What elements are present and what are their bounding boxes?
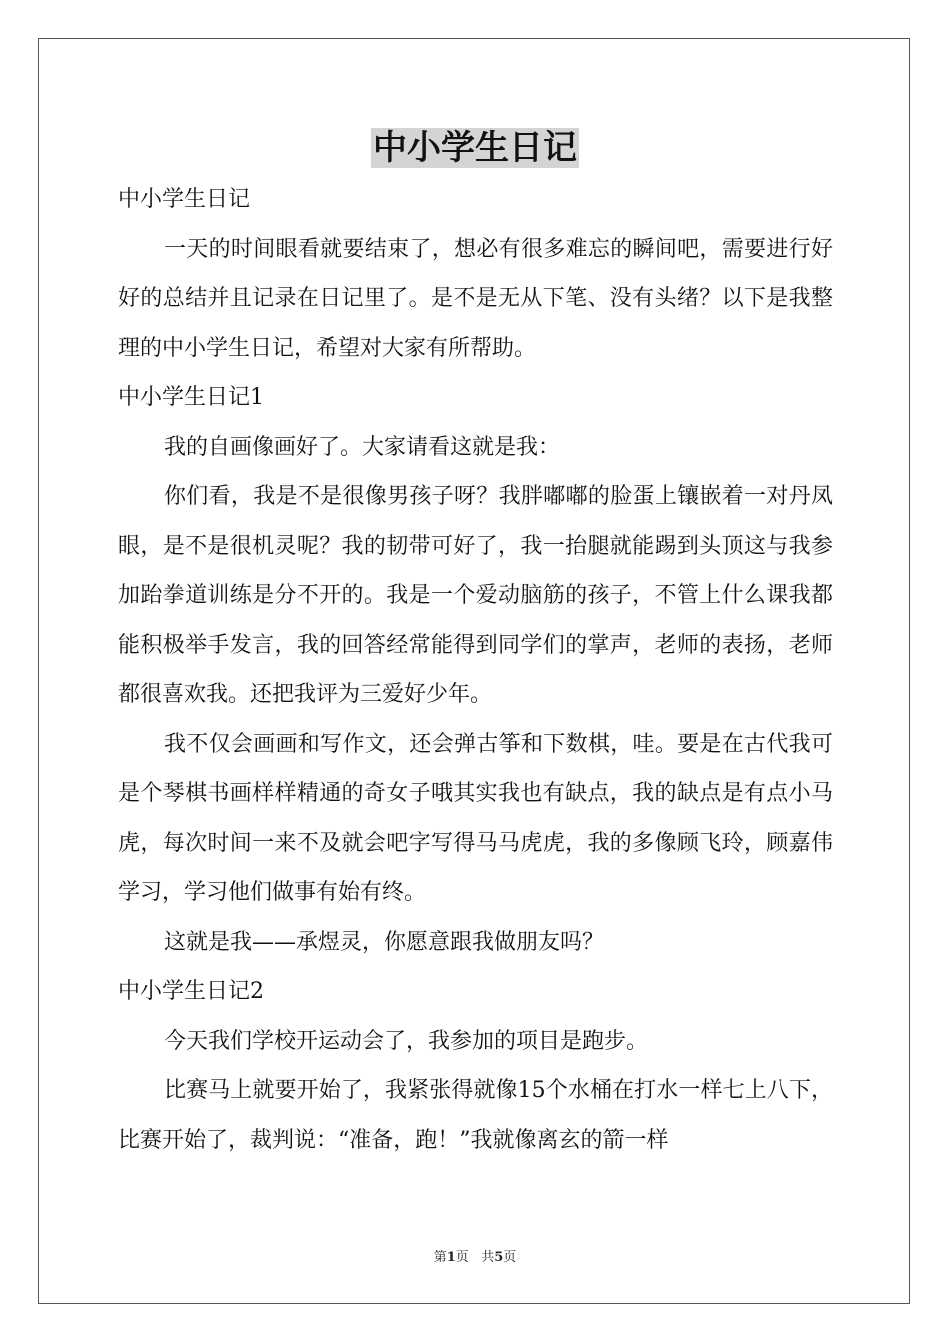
page-footer <box>0 1246 950 1265</box>
title-area <box>0 128 950 168</box>
paragraph: 我的自画像画好了。大家请看这就是我： <box>164 434 561 460</box>
footer-page-number: 1 <box>446 1250 456 1265</box>
document-body <box>118 175 833 1165</box>
paragraph: 中小学生日记2 <box>118 979 264 1004</box>
paragraph: 这就是我——承煜灵，你愿意跟我做朋友吗？ <box>164 929 605 955</box>
paragraph: 中小学生日记 <box>118 187 251 212</box>
paragraph: 今天我们学校开运动会了，我参加的项目是跑步。 <box>164 1028 649 1054</box>
document-title: 中小学生日记 <box>373 128 577 168</box>
paragraph: 你们看，我是不是很像男孩子呀？我胖嘟嘟的脸蛋上镶嵌着一对丹凤眼，是不是很机灵呢？我的韧带可好了，我一抬腿就能踢到头顶这与我参加跆拳道训练是分不开的。我是一个爱动脑筋的孩子，不管上什么课我都能积极举手发言，我的回答经常能得到同学们的掌声，老师的表扬，老师都很喜欢我。还把我评为三爱好少年。 <box>118 484 833 707</box>
footer-total-suffix: 页 <box>503 1250 517 1265</box>
paragraph: 我不仅会画画和写作文，还会弹古筝和下数棋，哇。要是在古代我可是个琴棋书画样样精通的奇女子哦其实我也有缺点，我的缺点是有点小马虎，每次时间一来不及就会吧字写得马马虎虎，我的多像顾飞玲，顾嘉伟学习，学习他们做事有始有终。 <box>118 731 833 905</box>
paragraph: 一天的时间眼看就要结束了，想必有很多难忘的瞬间吧，需要进行好好的总结并且记录在日记里了。是不是无从下笔、没有头绪？以下是我整理的中小学生日记，希望对大家有所帮助。 <box>118 236 833 361</box>
footer-prefix: 第 <box>433 1250 447 1265</box>
footer-total-prefix: 共 <box>481 1250 495 1265</box>
footer-page-suffix: 页 <box>455 1250 469 1265</box>
footer-total-pages: 5 <box>494 1250 504 1265</box>
paragraph: 中小学生日记1 <box>118 385 264 410</box>
paragraph: 比赛马上就要开始了，我紧张得就像15个水桶在打水一样七上八下，比赛开始了，裁判说：“准备，跑！”我就像离玄的箭一样 <box>118 1078 833 1153</box>
